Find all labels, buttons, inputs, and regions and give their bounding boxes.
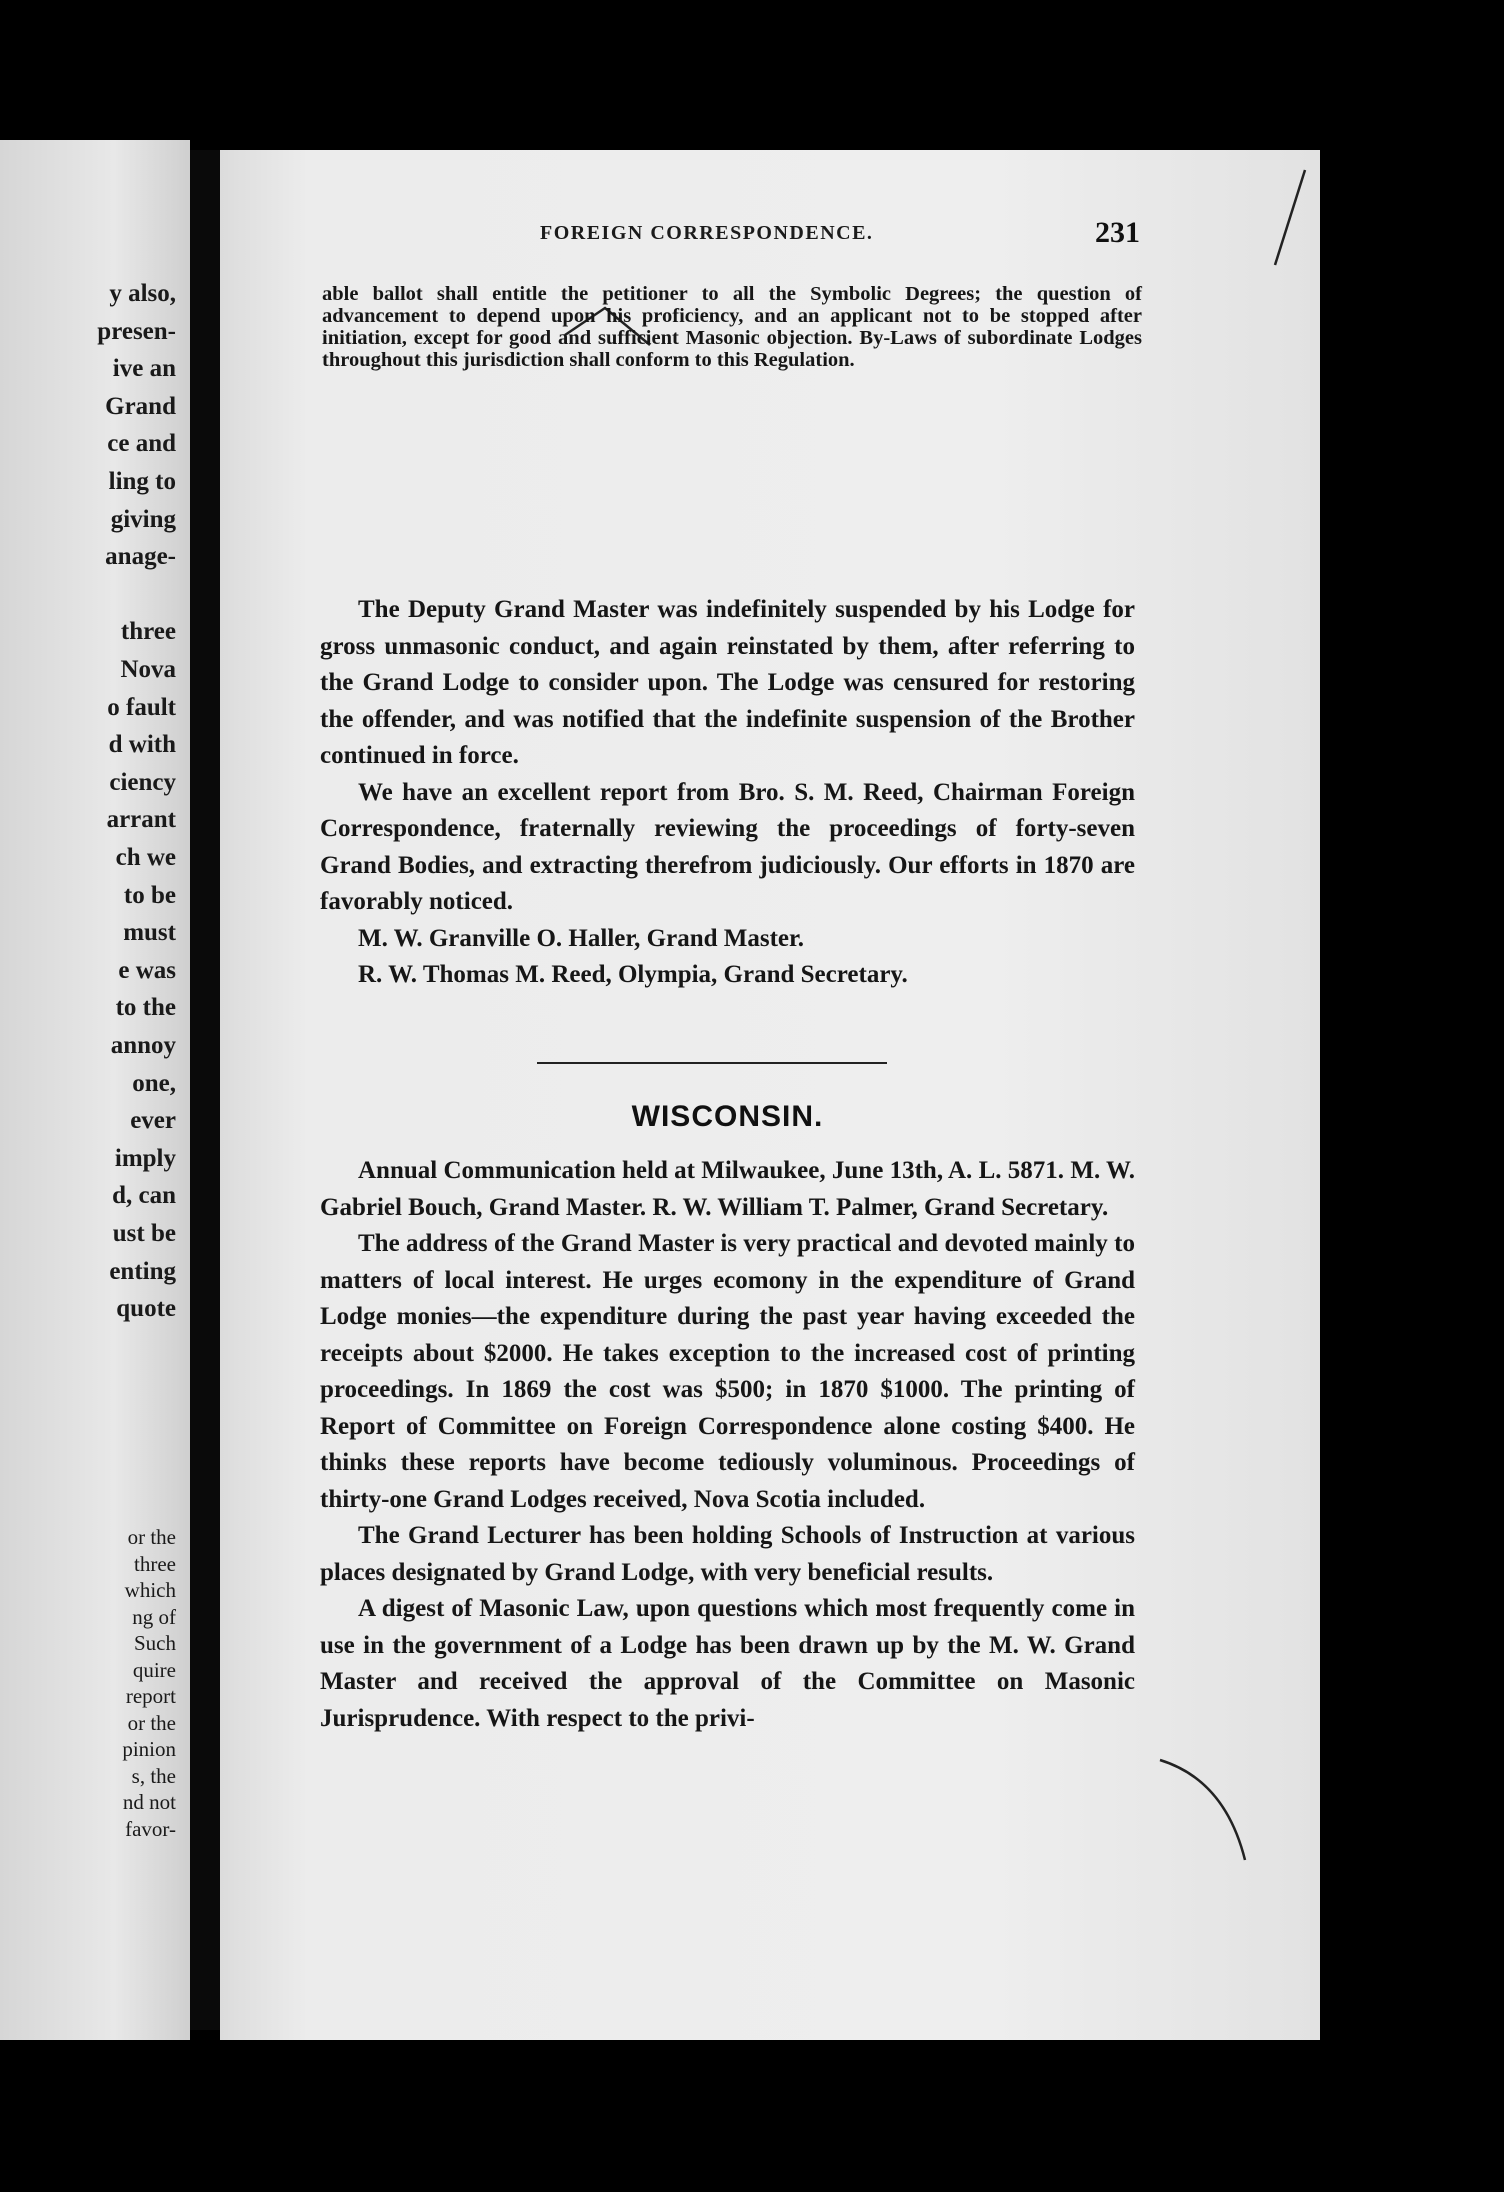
left-page-line: anage- [105, 543, 176, 571]
left-page-line: annoy [110, 1032, 176, 1059]
left-page-line: ng of [132, 1604, 176, 1629]
left-page-line: ever [130, 1107, 176, 1135]
grand-master-line: M. W. Granville O. Haller, Grand Master. [358, 924, 805, 952]
left-page-line: presen- [97, 317, 176, 345]
left-page-line: giving [110, 505, 176, 533]
left-page-line: s, the [131, 1763, 176, 1788]
page-number: 231 [1095, 216, 1140, 249]
left-page-line: ch we [115, 844, 176, 871]
section-heading: WISCONSIN. [631, 1100, 824, 1133]
left-page-line: favor- [125, 1816, 176, 1841]
section-paragraphs [320, 1153, 1135, 1737]
left-page-line: or the [127, 1525, 176, 1549]
left-page-line: d with [108, 731, 176, 759]
paragraph: The address of the Grand Master is very practical and devoted mainly to matters of local interest. He urges ecomony in the expenditure of Grand Lodge monies—the expenditure during the past year having exceeded the receipts about $2000. He takes exception to the increased cost of printing proceedings. In 1869 the cost was $500; in 1870 $1000. The printing of Report of Committee on Foreign Correspondence alone costing $400. He thinks these reports have become tediously voluminous. Proceedings of thirty-one Grand Lodges received, Nova Scotia included. [320, 1230, 1135, 1513]
left-page-line: enting [109, 1257, 176, 1285]
left-page-line: three [134, 1551, 176, 1576]
left-page-line: arrant [106, 806, 176, 834]
left-page-line: y also, [109, 280, 176, 307]
paragraph: Annual Communication held at Milwaukee, June 13th, A. L. 5871. M. W. Gabriel Bouch, Grand Master. R. W. William T. Palmer, Grand Secretary. [320, 1157, 1135, 1221]
left-page-line: ciency [109, 768, 176, 796]
left-page-line: Nova [120, 656, 176, 683]
margin-stroke-icon [1270, 165, 1310, 275]
left-page-line: one, [132, 1069, 176, 1097]
left-page-line: pinion [122, 1737, 176, 1761]
margin-bracket-icon [1155, 1750, 1255, 1870]
left-page-line: Such [134, 1631, 176, 1655]
left-page-line: quote [116, 1295, 176, 1323]
paragraph: The Deputy Grand Master was indefinitely suspended by his Lodge for gross unmasonic conduct, and again reinstated by them, after referring to the Grand Lodge to consider upon. The Lodge was censured for restoring the offender, and was notified that the indefinite suspension of the Brother continued in force. [320, 596, 1135, 769]
left-page-line: must [123, 919, 176, 947]
left-page-line: d, can [112, 1182, 176, 1210]
top-paragraphs [320, 592, 1135, 994]
left-page-line: or the [127, 1710, 176, 1735]
regulation-text: able ballot shall entitle the petitioner to all the Symbolic Degrees; the question of advancement to depend upon his proficiency, and an applicant not to be stopped after initiation, except for good and sufficient Masonic objection. By-Laws of subordinate Lodges throughout this jurisdiction shall conform to this Regulation. [322, 283, 1142, 371]
paragraph: A digest of Masonic Law, upon questions which most frequently come in use in the government of a Lodge has been drawn up by the M. W. Grand Master and received the approval of the Committee on Masonic Jurisprudence. With respect to the privi- [320, 1595, 1135, 1732]
left-page-line: o fault [107, 693, 176, 721]
left-page-line: to the [115, 994, 176, 1022]
previous-page-fragment [0, 140, 190, 2040]
left-page-line: ling to [108, 468, 176, 495]
left-page-line: nd not [122, 1790, 176, 1814]
left-page-line: ust be [112, 1220, 176, 1247]
running-head-title: FOREIGN CORRESPONDENCE. [540, 222, 874, 244]
left-page-line: quire [132, 1657, 176, 1682]
left-page-line: Grand [105, 392, 176, 420]
book-spine [190, 150, 220, 2030]
left-page-line: report [125, 1684, 176, 1708]
section-divider [537, 1062, 887, 1064]
left-page-line: which [124, 1578, 176, 1602]
left-page-line: three [120, 618, 176, 646]
running-head [320, 216, 1140, 262]
paragraph: The Grand Lecturer has been holding Schools of Instruction at various places designated by Grand Lodge, with very beneficial results. [320, 1522, 1135, 1586]
left-page-line: to be [123, 881, 176, 909]
paragraph: We have an excellent report from Bro. S. M. Reed, Chairman Foreign Correspondence, fraternally reviewing the proceedings of forty-seven Grand Bodies, and extracting therefrom judiciously. Our efforts in 1870 are favorably noticed. [320, 778, 1135, 915]
left-page-line: ce and [107, 430, 176, 458]
left-page-line: imply [114, 1144, 176, 1172]
grand-secretary-line: R. W. Thomas M. Reed, Olympia, Grand Secretary. [358, 961, 908, 988]
left-page-line: ive an [112, 355, 176, 383]
left-page-line: e was [118, 956, 176, 984]
